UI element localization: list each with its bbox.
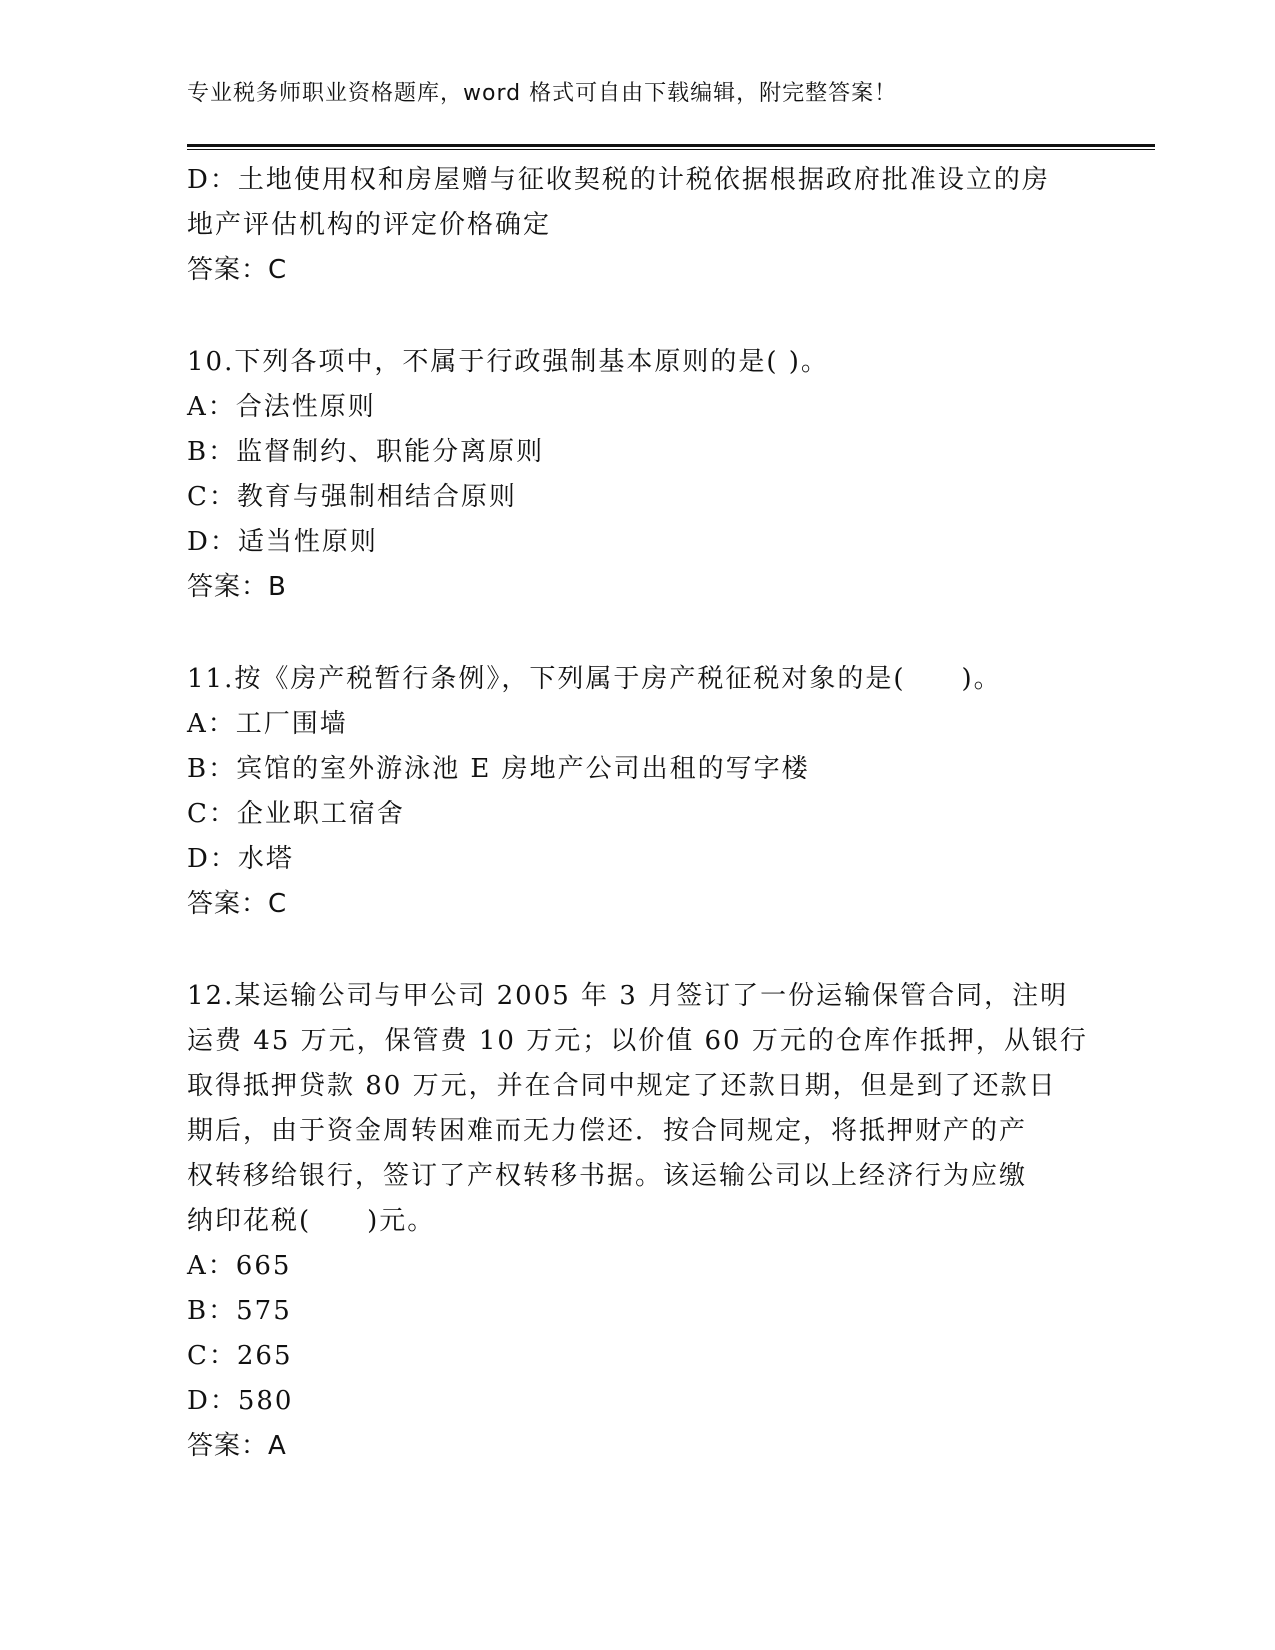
question-stem-line: 纳印花税( )元。: [187, 1206, 436, 1236]
option-b: B：监督制约、职能分离原则: [187, 437, 545, 467]
option-a: A：665: [187, 1251, 292, 1281]
question-stem: 10.下列各项中，不属于行政强制基本原则的是( )。: [187, 347, 829, 377]
option-c: C：教育与强制相结合原则: [187, 482, 517, 512]
option-b: B：宾馆的室外游泳池 E 房地产公司出租的写字楼: [187, 754, 810, 784]
option-b: B：575: [187, 1296, 292, 1326]
answer-line: 答案：A: [187, 1431, 287, 1461]
option-a: A：合法性原则: [187, 392, 376, 422]
question-10: [187, 340, 1087, 610]
previous-question: [187, 158, 1087, 293]
question-12: [187, 974, 1087, 1469]
option-d: D：580: [187, 1386, 294, 1416]
header-rule: [187, 144, 1155, 150]
question-stem-line: 期后，由于资金周转困难而无力偿还．按合同规定，将抵押财产的产: [187, 1116, 1028, 1146]
question-stem-line: 12.某运输公司与甲公司 2005 年 3 月签订了一份运输保管合同，注明: [187, 981, 1069, 1011]
answer-line: 答案：C: [187, 889, 288, 919]
option-a: A：工厂围墙: [187, 709, 348, 739]
option-d: D：适当性原则: [187, 527, 378, 557]
option-d-line: 地产评估机构的评定价格确定: [187, 210, 552, 240]
option-d-line: D：土地使用权和房屋赠与征收契税的计税依据根据政府批准设立的房: [187, 165, 1050, 195]
question-stem-line: 权转移给银行，签订了产权转移书据。该运输公司以上经济行为应缴: [187, 1161, 1028, 1191]
option-d: D：水塔: [187, 844, 294, 874]
question-stem-line: 运费 45 万元，保管费 10 万元；以价值 60 万元的仓库作抵押，从银行: [187, 1026, 1088, 1056]
spacer: [187, 927, 1087, 974]
answer-line: 答案：C: [187, 255, 288, 285]
answer-line: 答案：B: [187, 572, 287, 602]
spacer: [187, 293, 1087, 340]
option-c: C：265: [187, 1341, 293, 1371]
option-c: C：企业职工宿舍: [187, 799, 405, 829]
question-11: [187, 657, 1087, 927]
question-stem: 11.按《房产税暂行条例》，下列属于房产税征税对象的是( )。: [187, 664, 1002, 694]
spacer: [187, 610, 1087, 657]
question-stem-line: 取得抵押贷款 80 万元，并在合同中规定了还款日期，但是到了还款日: [187, 1071, 1057, 1101]
question-content: [187, 158, 1087, 1469]
page-header: 专业税务师职业资格题库，word 格式可自由下载编辑，附完整答案！: [187, 81, 898, 106]
